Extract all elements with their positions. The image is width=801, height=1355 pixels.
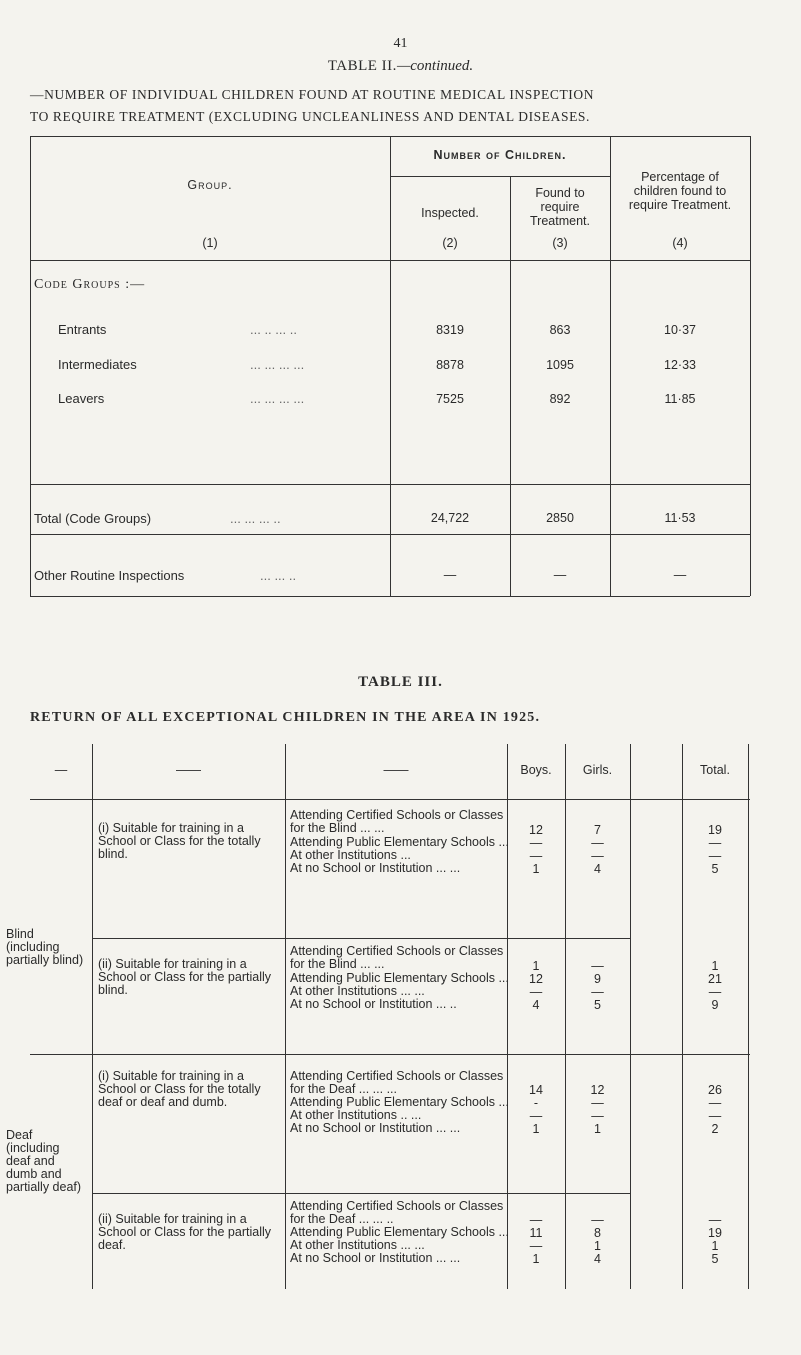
t3-total: 2 <box>711 1122 719 1136</box>
t3-row-label: At other Institutions ... ... <box>290 1238 425 1252</box>
table2-title-text: TABLE II. <box>327 58 397 74</box>
table2-title <box>0 58 801 75</box>
t3-total: — <box>708 1213 722 1227</box>
t3-row-label: At no School or Institution ... ... <box>290 1121 461 1135</box>
t3-girls: 12 <box>590 1083 605 1097</box>
page-number: 41 <box>393 36 408 51</box>
t3-total: 21 <box>708 972 722 986</box>
t2-total-found: 2850 <box>546 511 574 525</box>
t2-row-leader: ... ... ... ... <box>250 357 305 372</box>
t3-row-label: Attending Public Elementary Schools ... <box>290 835 509 849</box>
t2-row-inspected: 8319 <box>436 323 464 337</box>
t3-girls: — <box>591 985 604 999</box>
t2-row-found: 1095 <box>546 358 574 372</box>
t3-header-girls: Girls. <box>582 763 613 777</box>
t2-row-found: 892 <box>549 392 571 406</box>
t3-row-label: Attending Public Elementary Schools ... <box>290 971 509 985</box>
t3-boys: — <box>529 985 543 999</box>
t3-boys: 12 <box>529 823 543 837</box>
t3-girls: 5 <box>594 998 601 1012</box>
t2-header-percentage-num: (4) <box>672 236 688 250</box>
t2-total-percentage: 11·53 <box>664 511 696 525</box>
t3-boys: — <box>529 1239 543 1253</box>
table3-subtitle: RETURN OF ALL EXCEPTIONAL CHILDREN IN THE AREA IN 1925. <box>30 710 541 725</box>
t3-row-label: Attending Certified Schools or Classes for the Blind ... ... <box>290 808 504 835</box>
t3-header-col3: —— <box>383 763 409 777</box>
table2-subtitle-line1: —NUMBER OF INDIVIDUAL CHILDREN FOUND AT ROUTINE MEDICAL INSPECTION <box>30 87 595 102</box>
t3-header-total: Total. <box>700 763 730 777</box>
t3-subgroup-label: (ii) Suitable for training in a School or Class for the partially blind. <box>98 957 271 997</box>
table2-title-suffix: —continued. <box>396 58 474 74</box>
t2-row-inspected: 7525 <box>436 392 464 406</box>
t2-row-percentage: 11·85 <box>664 392 696 406</box>
t3-girls: — <box>591 849 604 863</box>
t3-boys: — <box>529 1109 543 1123</box>
t3-header-col2: —— <box>176 763 201 777</box>
t3-total: 19 <box>708 823 722 837</box>
t2-row-found: 863 <box>549 323 571 337</box>
t2-header-inspected-num: (2) <box>442 236 458 250</box>
t3-total: 19 <box>708 1226 722 1240</box>
t3-girls: — <box>591 836 604 850</box>
t3-girls: — <box>591 1096 604 1110</box>
t3-girls: 4 <box>594 1252 601 1266</box>
t3-girls: 1 <box>594 1239 601 1253</box>
t3-row-label: At no School or Institution ... .. <box>290 997 457 1011</box>
t3-girls: 1 <box>594 1122 601 1136</box>
t3-row-label: At other Institutions .. ... <box>290 1108 422 1122</box>
t3-subgroup-label: (i) Suitable for training in a School or Class for the totally deaf or deaf and dumb. <box>98 1069 261 1109</box>
t2-row-group: Intermediates <box>58 357 137 372</box>
t2-header-inspected: Inspected. <box>421 206 479 220</box>
t3-girls: — <box>591 1109 604 1123</box>
t3-boys: 12 <box>529 972 543 986</box>
t3-girls: 9 <box>594 972 601 986</box>
t3-total: 1 <box>711 959 719 973</box>
t3-total: — <box>708 1096 722 1110</box>
t2-row-percentage: 10·37 <box>664 323 696 337</box>
table2-subtitle-line2: TO REQUIRE TREATMENT (EXCLUDING UNCLEANLINESS AND DENTAL DISEASES. <box>30 109 591 124</box>
table2-subtitle <box>30 84 594 128</box>
t3-row-label: Attending Certified Schools or Classes for the Blind ... ... <box>290 944 504 971</box>
t3-row-label: At other Institutions ... <box>290 848 411 862</box>
t2-other-percentage: — <box>673 568 687 582</box>
t3-total: — <box>708 985 722 999</box>
t3-boys: 1 <box>532 862 540 876</box>
t2-header-percentage: Percentage of children found to require Treatment. <box>628 170 732 212</box>
t3-total: 1 <box>711 1239 719 1253</box>
t3-total: — <box>708 836 722 850</box>
table3-title: TABLE III. <box>358 674 443 690</box>
t3-header-col1: — <box>54 763 68 777</box>
t3-row-label: At other Institutions ... ... <box>290 984 425 998</box>
t3-total: 5 <box>711 862 719 876</box>
t3-girls: — <box>591 959 604 973</box>
t3-row-label: Attending Certified Schools or Classes for the Deaf ... ... .. <box>290 1199 504 1226</box>
t3-row-label: Attending Public Elementary Schools ... <box>290 1225 509 1239</box>
t2-row-group: Entrants <box>58 322 107 337</box>
t3-boys: — <box>529 836 543 850</box>
t2-total-leader: ... ... ... .. <box>230 511 281 526</box>
t3-total: 5 <box>711 1252 719 1266</box>
t2-total-group: Total (Code Groups) <box>34 511 152 526</box>
t2-row-leader: ... ... ... ... <box>250 391 305 406</box>
t3-boys: — <box>529 849 543 863</box>
t2-row-leader: ... .. ... .. <box>250 322 297 337</box>
t3-girls: 7 <box>594 823 601 837</box>
t3-subgroup-label: (i) Suitable for training in a School or Class for the totally blind. <box>98 821 261 861</box>
t2-header-group-num: (1) <box>202 236 218 250</box>
t3-girls: 8 <box>594 1226 601 1240</box>
t2-total-inspected: 24,722 <box>430 511 470 525</box>
t3-boys: — <box>529 1213 543 1227</box>
t3-row-label: Attending Certified Schools or Classes for the Deaf ... ... ... <box>290 1069 504 1096</box>
t3-total: — <box>708 1109 722 1123</box>
t2-header-group: Group. <box>187 178 233 192</box>
t2-other-found: — <box>553 568 567 582</box>
t3-total: 26 <box>708 1083 722 1097</box>
t3-boys: - <box>533 1096 539 1110</box>
t3-boys: 4 <box>532 998 540 1012</box>
t2-row-group: Leavers <box>58 391 105 406</box>
t2-row-inspected: 8878 <box>436 358 464 372</box>
t3-boys: 1 <box>532 959 540 973</box>
t3-boys: 14 <box>529 1083 543 1097</box>
t2-header-found-num: (3) <box>552 236 568 250</box>
t3-subgroup-label: (ii) Suitable for training in a School or Class for the partially deaf. <box>98 1212 271 1252</box>
t2-header-number-of-children: Number of Children. <box>433 148 567 162</box>
t3-girls: 4 <box>594 862 601 876</box>
t3-boys: 11 <box>529 1226 543 1240</box>
t2-row-percentage: 12·33 <box>664 358 696 372</box>
t2-other-inspected: — <box>443 568 457 582</box>
t2-header-found: Found to require Treatment. <box>530 186 590 228</box>
t3-group-blind: Blind (including partially blind) <box>6 927 84 967</box>
t3-group-deaf: Deaf (including deaf and dumb and partially deaf) <box>6 1128 82 1194</box>
t3-boys: 1 <box>532 1122 540 1136</box>
t3-row-label: Attending Public Elementary Schools ... <box>290 1095 509 1109</box>
t3-total: 9 <box>711 998 719 1012</box>
t3-total: — <box>708 849 722 863</box>
t2-other-leader: ... ... .. <box>260 568 297 583</box>
t3-header-boys: Boys. <box>520 763 552 777</box>
t3-row-label: At no School or Institution ... ... <box>290 1251 461 1265</box>
t3-row-label: At no School or Institution ... ... <box>290 861 461 875</box>
t3-girls: — <box>591 1213 604 1227</box>
t2-other-group: Other Routine Inspections <box>34 568 185 583</box>
t2-code-groups-label: Code Groups :— <box>34 277 146 292</box>
t3-boys: 1 <box>532 1252 540 1266</box>
